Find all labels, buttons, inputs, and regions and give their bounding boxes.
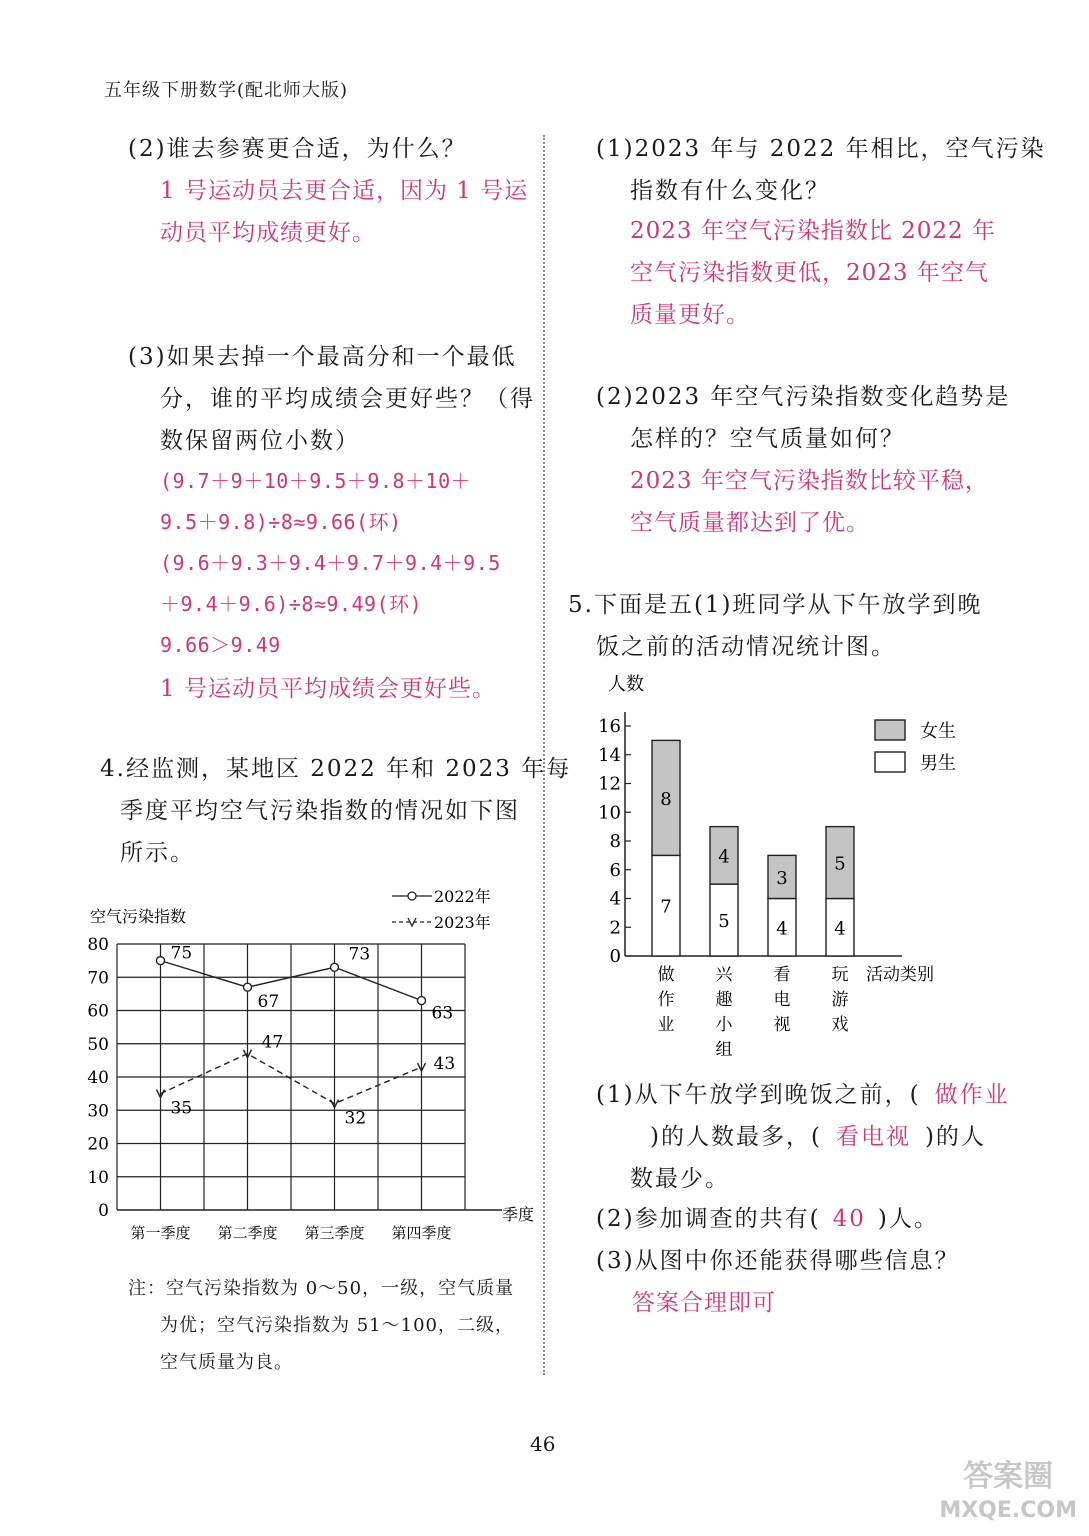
q4-2-answer-line-2: 空气质量都达到了优。 <box>630 510 870 536</box>
q4-2-answer-line-1: 2023 年空气污染指数比较平稳， <box>630 468 989 494</box>
q5-sub3-answer: 答案合理即可 <box>632 1290 776 1316</box>
legend-swatch <box>875 720 905 740</box>
y-axis-label: 人数 <box>608 674 644 695</box>
q5-sub2-line <box>596 1198 939 1240</box>
y-tick-label: 80 <box>87 935 109 955</box>
y-tick-label: 6 <box>609 859 621 881</box>
y-tick-label: 2 <box>609 917 621 939</box>
q4-note-line-2: 为优；空气污染指数为 51～100，二级， <box>160 1315 514 1336</box>
x-category-label: 第三季度 <box>304 1224 365 1242</box>
bar-value-label: 3 <box>776 867 788 889</box>
page-number: 46 <box>530 1432 556 1456</box>
q3-answer-line-2: 9.5＋9.8)÷8≈9.66(环) <box>160 510 402 534</box>
y-tick-label: 60 <box>87 1001 109 1022</box>
q5-sub1-line-2 <box>630 1116 986 1158</box>
data-label: 67 <box>257 992 280 1013</box>
x-category-label: 作 <box>657 990 675 1010</box>
bar-value-label: 4 <box>776 918 788 940</box>
watermark-url: MXQE.COM <box>939 1498 1077 1523</box>
q5-sub2-prompt-2: )人。 <box>877 1206 939 1232</box>
legend-label: 2023年 <box>434 913 491 932</box>
x-axis-label: 季度 <box>502 1205 535 1224</box>
q4-1-answer-line-3: 质量更好。 <box>630 302 750 328</box>
q3-answer-line-4: ＋9.4＋9.6)÷8≈9.49(环) <box>160 592 423 616</box>
q4-note-line-3: 空气质量为良。 <box>160 1352 293 1373</box>
x-category-label: 游 <box>831 990 849 1010</box>
q4-1-answer-line-1: 2023 年空气污染指数比 2022 年 <box>630 218 996 244</box>
bar-value-label: 4 <box>834 918 846 940</box>
q3-answer-line-6: 1 号运动员平均成绩会更好些。 <box>160 676 496 702</box>
q5-sub1-answer-least: 看电视 <box>835 1124 911 1150</box>
q4-question-line-1: 4.经监测，某地区 2022 年和 2023 年每 <box>100 756 572 782</box>
legend-label: 2022年 <box>434 887 491 906</box>
q5-question-line-2: 饭之前的活动情况统计图。 <box>596 634 896 660</box>
y-tick-label: 8 <box>609 831 621 852</box>
page-header: 五年级下册数学(配北师大版) <box>104 80 349 101</box>
y-tick-label: 30 <box>87 1101 109 1122</box>
bar-value-label: 5 <box>834 853 846 875</box>
data-label: 73 <box>348 944 371 965</box>
q3-answer-line-3: (9.6＋9.3＋9.4＋9.7＋9.4＋9.5 <box>160 551 501 575</box>
q5-sub1-line-1 <box>596 1074 1010 1116</box>
y-tick-label: 0 <box>98 1201 109 1221</box>
q5-sub1-prompt-3: )的人 <box>924 1124 986 1150</box>
y-tick-label: 40 <box>87 1068 109 1088</box>
watermark <box>939 1460 1077 1528</box>
data-point <box>331 963 339 971</box>
data-point <box>244 983 252 991</box>
y-axis-label: 空气污染指数 <box>90 907 187 926</box>
q4-1-question-line-2: 指数有什么变化？ <box>630 178 830 204</box>
x-category-label: 趣 <box>715 990 733 1010</box>
y-tick-label: 16 <box>598 716 621 737</box>
y-tick-label: 20 <box>87 1134 109 1155</box>
y-tick-label: 12 <box>598 773 621 795</box>
y-tick-label: 14 <box>598 744 621 766</box>
legend-label: 女生 <box>920 721 956 742</box>
legend-label: 男生 <box>920 753 956 774</box>
q5-sub1-prompt-4: 数最少。 <box>630 1166 730 1192</box>
q4-1-question-line-1: (1)2023 年与 2022 年相比，空气污染 <box>596 136 1046 162</box>
q5-sub1-prompt-1: (1)从下午放学到晚饭之前，( <box>596 1082 921 1108</box>
x-category-label: 兴 <box>715 965 733 985</box>
y-tick-label: 10 <box>598 802 621 824</box>
watermark-title: 答案圈 <box>963 1459 1054 1494</box>
bar-value-label: 7 <box>660 896 672 918</box>
x-category-label: 小 <box>715 1015 733 1035</box>
q5-sub2-answer: 40 <box>832 1206 866 1232</box>
legend-marker <box>408 892 416 900</box>
data-label: 35 <box>170 1098 193 1119</box>
q2-question: (2)谁去参赛更合适，为什么？ <box>128 136 467 162</box>
x-category-label: 电 <box>773 990 791 1010</box>
x-category-label: 做 <box>657 965 675 985</box>
y-tick-label: 0 <box>609 946 621 967</box>
q4-2-question-line-2: 怎样的？空气质量如何？ <box>630 426 905 452</box>
q3-answer-line-5: 9.66＞9.49 <box>160 633 281 657</box>
q5-sub1-answer-most: 做作业 <box>934 1082 1010 1108</box>
air-pollution-line-chart <box>80 878 550 1258</box>
data-point <box>418 997 426 1005</box>
y-tick-label: 10 <box>87 1167 109 1188</box>
data-label: 47 <box>261 1032 284 1053</box>
q5-question-line-1: 5.下面是五(1)班同学从下午放学到晚 <box>568 592 983 618</box>
q3-question-line-2: 分，谁的平均成绩会更好些？（得 <box>160 386 535 412</box>
x-category-label: 第四季度 <box>391 1224 452 1242</box>
data-label: 43 <box>433 1054 456 1075</box>
x-category-label: 业 <box>657 1015 675 1035</box>
q3-answer-line-1: (9.7＋9＋10＋9.5＋9.8＋10＋ <box>160 469 472 493</box>
x-category-label: 第一季度 <box>130 1224 191 1242</box>
data-label: 75 <box>170 943 193 964</box>
q5-sub3-question: (3)从图中你还能获得哪些信息？ <box>596 1248 960 1274</box>
legend-swatch <box>875 752 905 772</box>
x-category-label: 组 <box>715 1040 733 1060</box>
x-category-label: 看 <box>773 965 791 985</box>
q4-note-line-1: 注：空气污染指数为 0～50，一级，空气质量 <box>128 1278 515 1299</box>
data-label: 63 <box>431 1003 454 1024</box>
y-tick-label: 4 <box>609 888 621 910</box>
q3-question-line-3: 数保留两位小数） <box>160 428 360 454</box>
data-point <box>157 957 165 965</box>
bar-value-label: 5 <box>718 911 730 933</box>
q2-answer-line-2: 动员平均成绩更好。 <box>160 220 376 246</box>
x-category-label: 视 <box>773 1015 791 1035</box>
x-axis-label: 活动类别 <box>866 965 934 985</box>
x-category-label: 玩 <box>831 965 849 985</box>
y-tick-label: 70 <box>87 968 109 989</box>
y-tick-label: 50 <box>87 1034 109 1055</box>
q5-sub2-prompt-1: (2)参加调查的共有( <box>596 1206 821 1232</box>
q4-2-question-line-1: (2)2023 年空气污染指数变化趋势是 <box>596 384 1011 410</box>
q2-answer-line-1: 1 号运动员去更合适，因为 1 号运 <box>160 178 529 204</box>
bar-value-label: 8 <box>660 788 672 810</box>
x-category-label: 戏 <box>831 1015 849 1035</box>
x-category-label: 第二季度 <box>217 1224 278 1242</box>
q5-sub1-prompt-2: )的人数最多，( <box>650 1124 822 1150</box>
activity-stacked-bar-chart <box>570 668 970 1068</box>
bar-value-label: 4 <box>718 846 730 868</box>
q4-question-line-3: 所示。 <box>120 840 195 866</box>
data-label: 32 <box>344 1108 367 1129</box>
q4-question-line-2: 季度平均空气污染指数的情况如下图 <box>120 798 520 824</box>
q4-1-answer-line-2: 空气污染指数更低，2023 年空气 <box>630 260 989 286</box>
q3-question-line-1: (3)如果去掉一个最高分和一个最低 <box>128 344 517 370</box>
